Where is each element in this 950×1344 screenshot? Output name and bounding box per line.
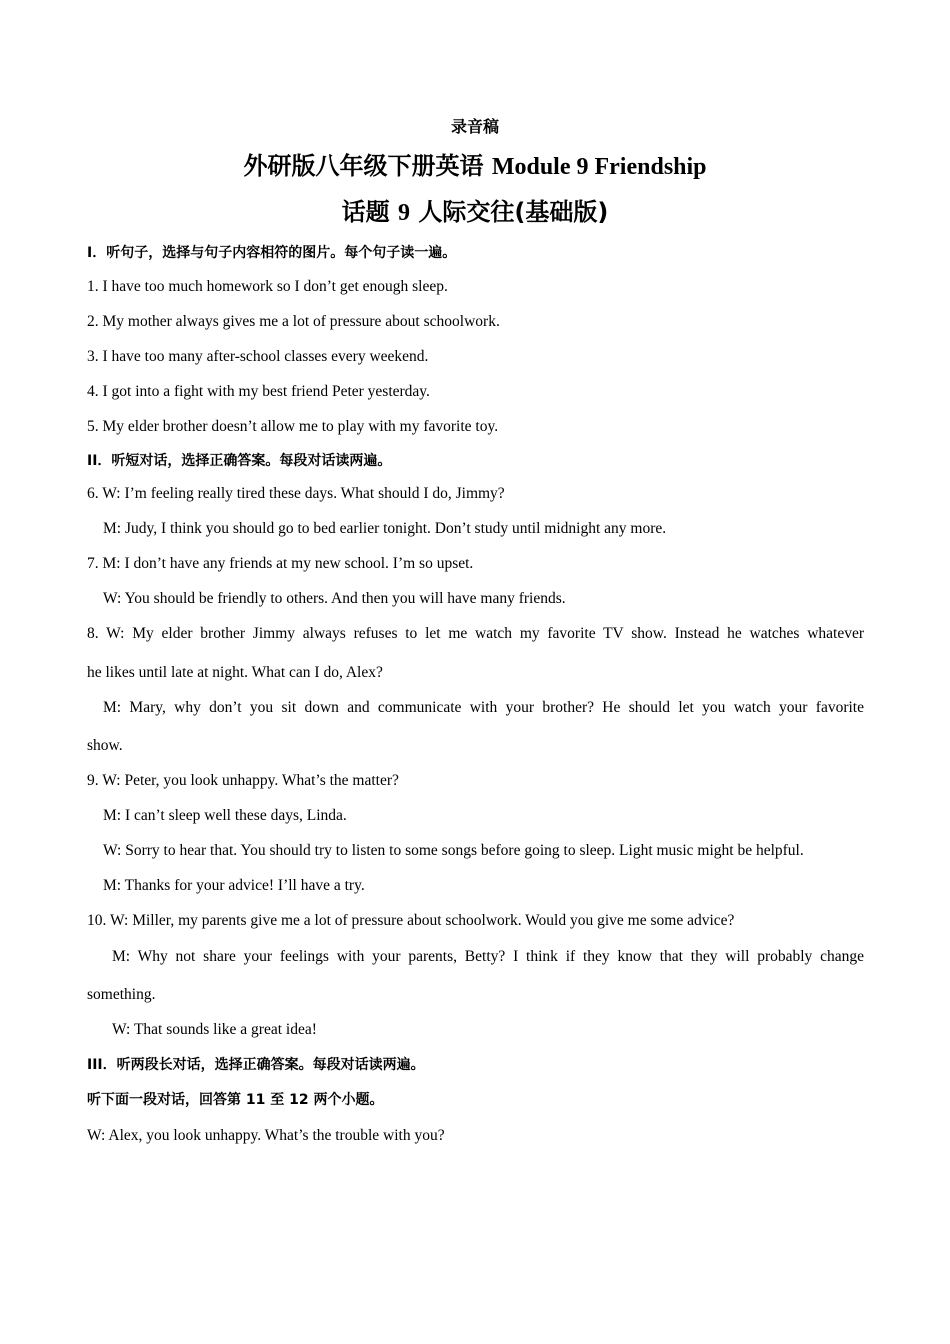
doc-subtitle-cn1: 话题 bbox=[341, 198, 390, 226]
dialogue-9-line-2: M: I can’t sleep well these days, Linda. bbox=[103, 807, 347, 824]
sentence-3: 3. I have too many after-school classes every weekend. bbox=[87, 348, 429, 365]
section-1-heading: I．听句子，选择与句子内容相符的图片。每个句子读一遍。 bbox=[87, 245, 457, 261]
dialogue-7-line-1: 7. M: I don’t have any friends at my new school. I’m so upset. bbox=[87, 555, 474, 572]
dialogue-8-line-1: 8. W: My elder brother Jimmy always refuses to let me watch my favorite TV show. Instead he watches whatever bbox=[87, 625, 864, 642]
dialogue-8-line-3: M: Mary, why don’t you sit down and communicate with your brother? He should let you watch your favorite bbox=[103, 699, 864, 716]
dialogue-9-line-3: W: Sorry to hear that. You should try to listen to some songs before going to sleep. Light music might be helpful. bbox=[103, 842, 804, 859]
dialogue-10-line-3: something. bbox=[87, 986, 156, 1003]
section-3-heading: III．听两段长对话，选择正确答案。每段对话读两遍。 bbox=[87, 1057, 425, 1073]
dialogue-7-line-2: W: You should be friendly to others. And then you will have many friends. bbox=[103, 590, 566, 607]
doc-subtitle-cn2: 人际交往 bbox=[418, 198, 515, 226]
dialogue-9-line-1: 9. W: Peter, you look unhappy. What’s the matter? bbox=[87, 772, 399, 789]
doc-subtitle-paren: (基础版) bbox=[514, 198, 609, 226]
doc-title-en: Module 9 Friendship bbox=[491, 154, 707, 180]
dialogue-6-line-2: M: Judy, I think you should go to bed earlier tonight. Don’t study until midnight any more. bbox=[103, 520, 667, 537]
doc-subtitle-num: 9 bbox=[398, 200, 411, 226]
doc-title bbox=[0, 151, 950, 182]
doc-subtitle bbox=[0, 197, 950, 228]
section-2-heading: II．听短对话，选择正确答案。每段对话读两遍。 bbox=[87, 453, 392, 469]
dialogue-10-line-2: M: Why not share your feelings with your parents, Betty? I think if they know that they will probably change bbox=[112, 948, 864, 965]
sentence-4: 4. I got into a fight with my best friend Peter yesterday. bbox=[87, 383, 430, 400]
dialogue-9-line-4: M: Thanks for your advice! I’ll have a try. bbox=[103, 877, 365, 894]
sentence-5: 5. My elder brother doesn’t allow me to play with my favorite toy. bbox=[87, 418, 499, 435]
dialogue-11-line-1: W: Alex, you look unhappy. What’s the trouble with you? bbox=[87, 1127, 445, 1144]
doc-label: 录音稿 bbox=[450, 117, 499, 136]
dialogue-8-line-2: he likes until late at night. What can I do, Alex? bbox=[87, 664, 383, 681]
dialogue-6-line-1: 6. W: I’m feeling really tired these days. What should I do, Jimmy? bbox=[87, 485, 505, 502]
dialogue-8-line-4: show. bbox=[87, 737, 123, 754]
section-3-instruction: 听下面一段对话，回答第 11 至 12 两个小题。 bbox=[87, 1092, 384, 1108]
dialogue-10-line-4: W: That sounds like a great idea! bbox=[112, 1021, 317, 1038]
dialogue-10-line-1: 10. W: Miller, my parents give me a lot of pressure about schoolwork. Would you give me some advice? bbox=[87, 912, 735, 929]
sentence-2: 2. My mother always gives me a lot of pressure about schoolwork. bbox=[87, 313, 500, 330]
doc-title-cn: 外研版八年级下册英语 bbox=[243, 152, 484, 180]
sentence-1: 1. I have too much homework so I don’t get enough sleep. bbox=[87, 278, 448, 295]
